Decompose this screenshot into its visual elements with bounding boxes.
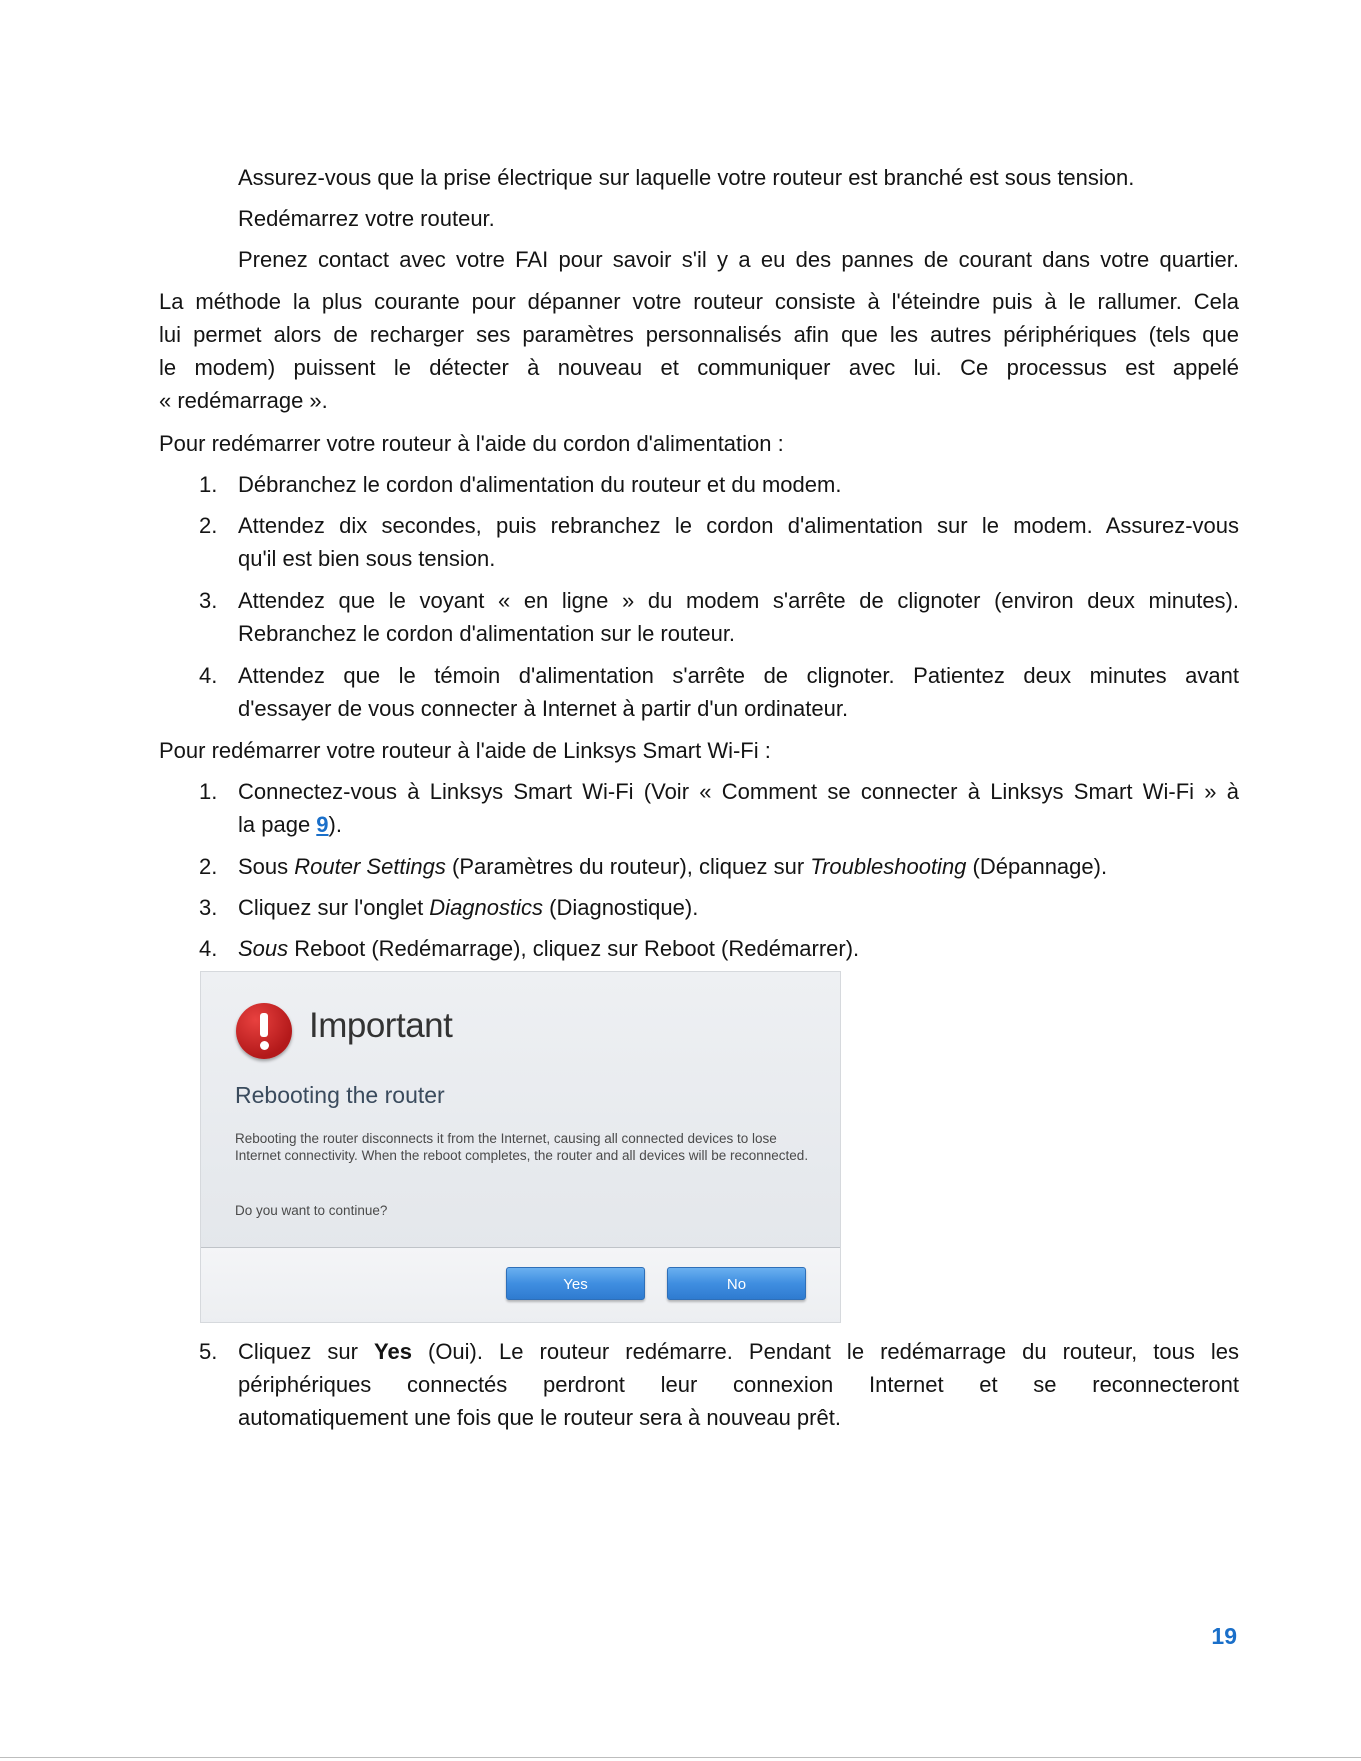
dialog-description: Rebooting the router disconnects it from the Internet, causing all connected devices to lose Internet connectivity. When the reboot completes, the router and all devices will be reconnected.	[235, 1131, 809, 1163]
power-step-1-number: 1.	[199, 472, 218, 497]
app-step-4-b: Reboot (Redémarrage), cliquez sur Reboot (Redémarrer).	[288, 936, 860, 961]
bullet-contact-isp: Prenez contact avec votre FAI pour savoir s'il y a eu des pannes de courant dans votre quartier.	[238, 247, 1239, 272]
troubleshooting-term: Troubleshooting	[810, 854, 967, 879]
alert-exclamation-icon	[236, 1003, 292, 1059]
method-paragraph-line-2: lui permet alors de recharger ses paramètres personnalisés afin que les autres périphériques (tels que	[159, 322, 1239, 347]
dialog-footer	[201, 1247, 840, 1323]
app-section-intro: Pour redémarrer votre routeur à l'aide de Linksys Smart Wi-Fi :	[159, 738, 771, 763]
bottom-rule	[0, 1757, 1361, 1758]
router-settings-term: Router Settings	[294, 854, 446, 879]
power-step-2-line-1: Attendez dix secondes, puis rebranchez le cordon d'alimentation sur le modem. Assurez-vous	[238, 513, 1239, 538]
method-paragraph-line-3: le modem) puissent le détecter à nouveau et communiquer avec lui. Ce processus est appelé	[159, 355, 1239, 380]
power-step-2-number: 2.	[199, 513, 218, 538]
app-step-4-text	[238, 932, 859, 965]
power-step-1-text: Débranchez le cordon d'alimentation du routeur et du modem.	[238, 472, 842, 497]
app-step-3-a: Cliquez sur l'onglet	[238, 895, 430, 920]
app-step-1-suffix: ).	[328, 812, 342, 837]
app-step-1-line-1: Connectez-vous à Linksys Smart Wi-Fi (Voir « Comment se connecter à Linksys Smart Wi-Fi » à	[238, 779, 1239, 804]
app-step-2-e: (Dépannage).	[966, 854, 1108, 879]
power-step-3-line-1: Attendez que le voyant « en ligne » du modem s'arrête de clignoter (environ deux minutes).	[238, 588, 1239, 613]
app-step-5-c: (Oui). Le routeur redémarre. Pendant le redémarrage du routeur, tous les	[411, 1339, 1239, 1364]
dialog-title: Important	[309, 1006, 453, 1045]
method-paragraph-line-1: La méthode la plus courante pour dépanner votre routeur consiste à l'éteindre puis à le rallumer. Cela	[159, 289, 1239, 314]
power-step-4-line-1: Attendez que le témoin d'alimentation s'arrête de clignoter. Patientez deux minutes avant	[238, 663, 1239, 688]
page-number: 19	[1211, 1623, 1237, 1649]
app-step-1-line-2	[238, 808, 342, 841]
app-step-3-text	[238, 891, 698, 924]
power-step-2-line-2: qu'il est bien sous tension.	[238, 546, 496, 571]
app-step-5-line-2: périphériques connectés perdront leur connexion Internet et se reconnecteront	[238, 1372, 1239, 1397]
power-step-3-line-2: Rebranchez le cordon d'alimentation sur le routeur.	[238, 621, 736, 646]
yes-button[interactable]: Yes	[506, 1267, 645, 1300]
bullet-restart-router: Redémarrez votre routeur.	[238, 206, 495, 231]
diagnostics-term: Diagnostics	[429, 895, 544, 920]
no-button[interactable]: No	[667, 1267, 806, 1300]
app-step-5-line-3: automatiquement une fois que le routeur sera à nouveau prêt.	[238, 1405, 841, 1430]
app-step-3-c: (Diagnostique).	[543, 895, 699, 920]
app-step-2-number: 2.	[199, 854, 218, 879]
app-step-5-number: 5.	[199, 1339, 218, 1364]
reboot-confirmation-dialog	[200, 971, 841, 1323]
dialog-question: Do you want to continue?	[235, 1203, 388, 1218]
power-section-intro: Pour redémarrer votre routeur à l'aide du cordon d'alimentation :	[159, 431, 784, 456]
app-step-4-a: Sous	[238, 936, 289, 961]
app-step-5-line-1	[238, 1335, 1239, 1368]
page-9-link[interactable]: 9	[316, 812, 329, 837]
power-step-3-number: 3.	[199, 588, 218, 613]
power-step-4-line-2: d'essayer de vous connecter à Internet à partir d'un ordinateur.	[238, 696, 849, 721]
app-step-5-a: Cliquez sur	[238, 1339, 375, 1364]
app-step-3-number: 3.	[199, 895, 218, 920]
app-step-2-text	[238, 850, 1107, 883]
yes-term: Yes	[374, 1339, 412, 1364]
dialog-body	[201, 972, 840, 1246]
method-paragraph-line-4: « redémarrage ».	[159, 388, 328, 413]
app-step-2-a: Sous	[238, 854, 295, 879]
app-step-1-prefix: la page	[238, 812, 317, 837]
bullet-outlet-power: Assurez-vous que la prise électrique sur laquelle votre routeur est branché est sous tension.	[238, 165, 1135, 190]
dialog-subtitle: Rebooting the router	[235, 1082, 445, 1108]
app-step-2-c: (Paramètres du routeur), cliquez sur	[445, 854, 811, 879]
app-step-1-number: 1.	[199, 779, 218, 804]
power-step-4-number: 4.	[199, 663, 218, 688]
app-step-4-number: 4.	[199, 936, 218, 961]
